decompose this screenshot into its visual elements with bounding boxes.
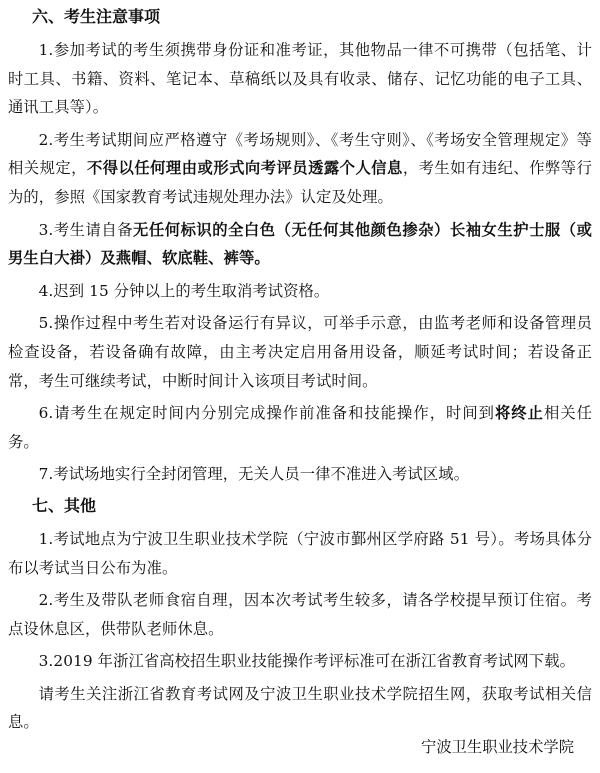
section-7-item-3: 3.2019 年浙江省高校招生职业技能操作考评标准可在浙江省教育考试网下载。	[38, 652, 575, 671]
section-7-note: 请考生关注浙江省教育考试网及宁波卫生职业技术学院招生网，获取考试相关信息。	[8, 684, 592, 732]
section-7-item-1: 1.考试地点为宁波卫生职业技术学院（宁波市鄞州区学府路 51 号）。考场具体分布以考试当日公布为准。	[8, 529, 592, 577]
section-6-item-2	[8, 126, 592, 212]
section-6-item-1: 1.参加考试的考生须携带身份证和准考证，其他物品一律不可携带（包括笔、计时工具、书籍、资料、笔记本、草稿纸以及具有收录、储存、记忆功能的电子工具、通讯工具等）。	[8, 41, 592, 117]
section-6-heading: 六、考生注意事项	[32, 7, 161, 26]
section-6-item-6-text-a: 6.请考生在规定时间内分别完成操作前准备和技能操作，时间到	[38, 404, 495, 423]
section-6-item-2-text-a: 2.考生考试期间应严格遵守《考场规则》、《考生守则》、《考场安全管理规定》等相关规定，	[8, 130, 592, 178]
signature: 宁波卫生职业技术学院	[421, 738, 574, 756]
section-6-item-6-bold: 将终止	[494, 404, 544, 423]
section-7-heading: 七、其他	[32, 495, 97, 515]
section-6-item-2-bold: 不得以任何理由或形式向考评员透露个人信息	[86, 159, 403, 178]
section-6-item-6	[8, 399, 592, 456]
section-6-item-3	[8, 216, 592, 273]
section-6-item-7: 7.考试场地实行全封闭管理，无关人员一律不准进入考试区域。	[38, 465, 470, 484]
section-6-item-5: 5.操作过程中考生若对设备运行有异议，可举手示意，由监考老师和设备管理员检查设备，若设备确有故障，由主考决定启用备用设备，顺延考试时间；若设备正常，考生可继续考试，中断时间计入该项目考试时间。	[8, 314, 592, 390]
section-6-item-6-text-c: 相关任务。	[8, 404, 592, 451]
section-6-item-4: 4.迟到 15 分钟以上的考生取消考试资格。	[38, 281, 330, 300]
section-6-item-2-text-c: ，考生如有违纪、作弊等行为的，参照《国家教育考试违规处理办法》认定及处理。	[8, 159, 592, 206]
section-7-item-2: 2.考生及带队老师食宿自理，因本次考试考生较多，请各学校提早预订住宿。考点设休息区，供带队老师休息。	[8, 591, 592, 638]
section-6-item-3-text-a: 3.考生请自备	[38, 220, 134, 239]
section-6-item-3-bold: 无任何标识的全白色（无任何其他颜色掺杂）长袖女生护士服（或男生白大褂）及燕帽、软底鞋、裤等。	[8, 220, 593, 268]
